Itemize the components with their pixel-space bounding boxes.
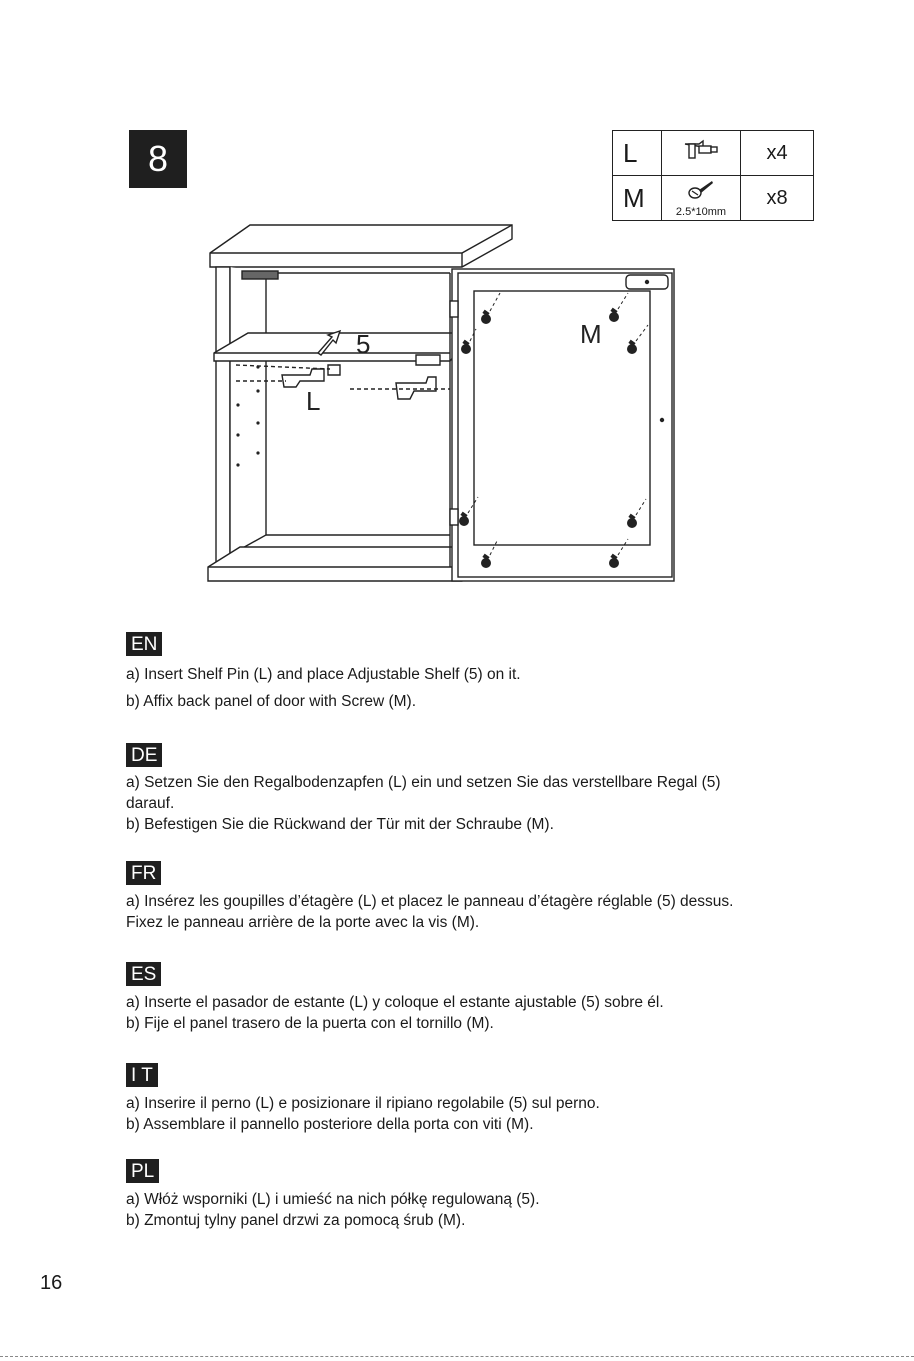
instruction-line: b) Befestigen Sie die Rückwand der Tür mit der Schraube (M). <box>126 816 554 833</box>
shelf-pin-left <box>282 369 324 387</box>
instructions-fr <box>126 861 846 933</box>
cabinet-left-panel <box>216 267 230 567</box>
language-tag: DE <box>126 743 162 767</box>
instructions-pl <box>126 1159 846 1231</box>
language-tag: PL <box>126 1159 159 1183</box>
instruction-line: a) Inserte el pasador de estante (L) y coloque el estante ajustable (5) sobre él. <box>126 994 664 1011</box>
instruction-line: b) Assemblare il pannello posteriore della porta con viti (M). <box>126 1116 534 1133</box>
step-number-badge: 8 <box>129 130 187 188</box>
part-row-l <box>613 131 814 176</box>
screw-icon <box>686 179 716 203</box>
cabinet-top-panel <box>210 225 512 267</box>
instruction-line: Fixez le panneau arrière de la porte avec la vis (M). <box>126 914 480 931</box>
part-row-m <box>613 176 814 221</box>
shelf-label: 5 <box>356 329 371 359</box>
shelf-pin-icon <box>681 138 721 164</box>
screw-size-label: 2.5*10mm <box>675 206 727 218</box>
page-number: 16 <box>40 1272 63 1294</box>
instructions-en <box>126 632 846 712</box>
part-quantity: x8 <box>741 176 814 221</box>
screw-label: M <box>580 319 602 349</box>
instruction-line: darauf. <box>126 795 175 812</box>
hinge-bottom <box>450 509 458 525</box>
instructions-de <box>126 743 846 835</box>
instruction-line: b) Fije el panel trasero de la puerta con el tornillo (M). <box>126 1015 494 1032</box>
instruction-line: b) Affix back panel of door with Screw (M). <box>126 693 417 710</box>
hinge-top <box>450 301 458 317</box>
language-tag: I T <box>126 1063 158 1087</box>
instructions-it <box>126 1063 846 1135</box>
instruction-line: a) Włóż wsporniki (L) i umieść na nich półkę regulowaną (5). <box>126 1191 540 1208</box>
language-tag: ES <box>126 962 161 986</box>
instruction-line: a) Setzen Sie den Regalbodenzapfen (L) ein und setzen Sie das verstellbare Regal (5) <box>126 774 721 791</box>
part-code: M <box>613 176 662 221</box>
footer-divider <box>0 1356 914 1357</box>
instruction-line: b) Zmontuj tylny panel drzwi za pomocą śrub (M). <box>126 1212 466 1229</box>
instruction-line: a) Insérez les goupilles d’étagère (L) et placez le panneau d’étagère réglable (5) dessus. <box>126 893 734 910</box>
shelf-pin-label: L <box>306 386 321 416</box>
parts-list-table <box>612 130 814 221</box>
door-back-panel <box>474 291 650 545</box>
part-quantity: x4 <box>741 131 814 176</box>
instruction-line: a) Inserire il perno (L) e posizionare il ripiano regolabile (5) sul perno. <box>126 1095 600 1112</box>
language-tag: FR <box>126 861 161 885</box>
instruction-line: a) Insert Shelf Pin (L) and place Adjustable Shelf (5) on it. <box>126 666 521 683</box>
part-code: L <box>613 131 662 176</box>
cabinet-assembly-illustration <box>200 215 680 590</box>
cabinet-bottom-panel <box>208 547 470 581</box>
language-tag: EN <box>126 632 162 656</box>
instructions-es <box>126 962 846 1034</box>
shelf-pin-right <box>396 377 436 399</box>
